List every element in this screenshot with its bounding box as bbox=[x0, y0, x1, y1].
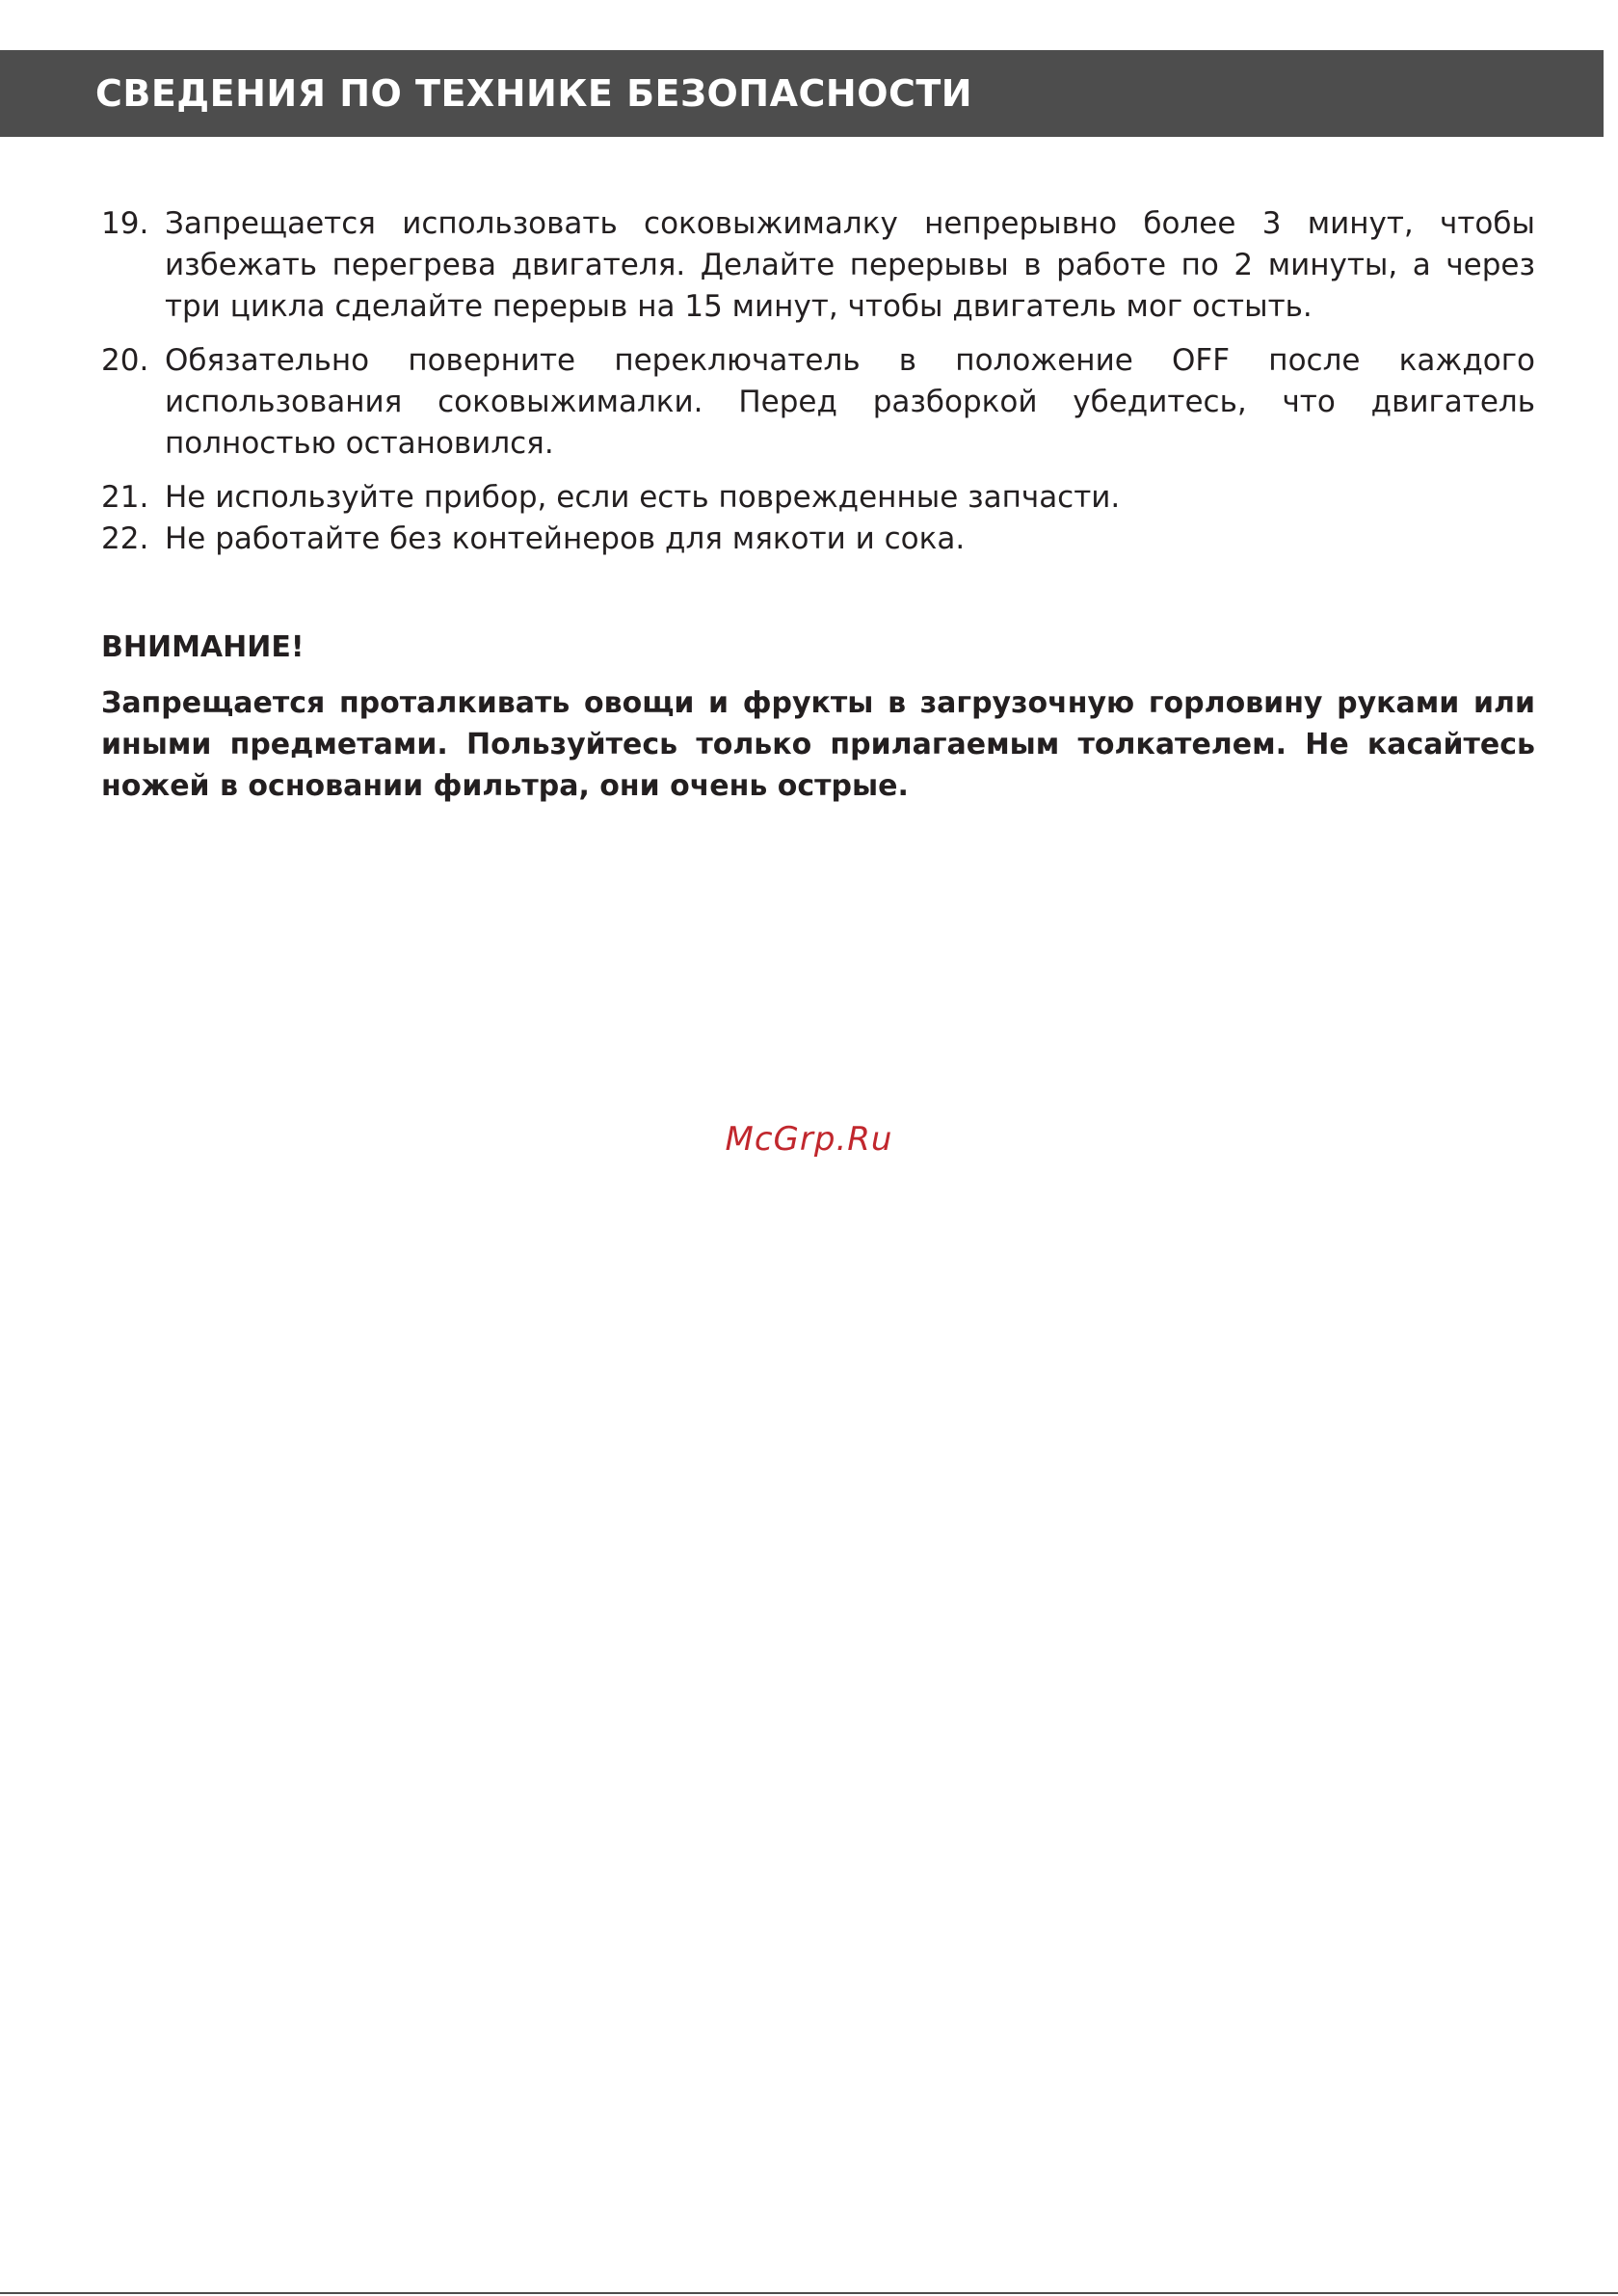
list-item-text: Запрещается использовать соковыжималку непрерывно более 3 минут, чтобы избежать перегрева двигателя. Делайте перерывы в работе по 2 минуты, а через три цикла сделайте перерыв на 15 минут, чтобы двигатель мог остыть. bbox=[165, 206, 1535, 324]
list-item-number: 22. bbox=[101, 521, 149, 556]
list-item-text: Обязательно поверните переключатель в положение OFF после каждого использования соковыжималки. Перед разборкой убедитесь, что двигатель полностью остановился. bbox=[165, 343, 1535, 461]
list-item-text: Не используйте прибор, если есть поврежденные запчасти. bbox=[165, 480, 1121, 515]
list-item-number: 19. bbox=[101, 206, 149, 241]
warning-text: Запрещается проталкивать овощи и фрукты в загрузочную горловину руками или иными предметами. Пользуйтесь только прилагаемым толкателем. Не касайтесь ножей в основании фильтра, они очень острые. bbox=[101, 686, 1535, 803]
section-header bbox=[0, 50, 1604, 137]
warning-block bbox=[101, 627, 1535, 807]
list-item bbox=[101, 519, 1535, 560]
list-item bbox=[101, 203, 1535, 328]
watermark: McGrp.Ru bbox=[725, 1120, 893, 1159]
list-item-number: 21. bbox=[101, 480, 149, 515]
safety-list bbox=[101, 203, 1535, 560]
section-title: СВЕДЕНИЯ ПО ТЕХНИКЕ БЕЗОПАСНОСТИ bbox=[95, 72, 973, 115]
list-item bbox=[101, 477, 1535, 519]
page-bottom-divider bbox=[0, 2292, 1618, 2294]
list-item-text: Не работайте без контейнеров для мякоти и сока. bbox=[165, 521, 966, 556]
list-item bbox=[101, 340, 1535, 465]
warning-heading: ВНИМАНИЕ! bbox=[101, 630, 305, 664]
list-item-number: 20. bbox=[101, 343, 149, 378]
